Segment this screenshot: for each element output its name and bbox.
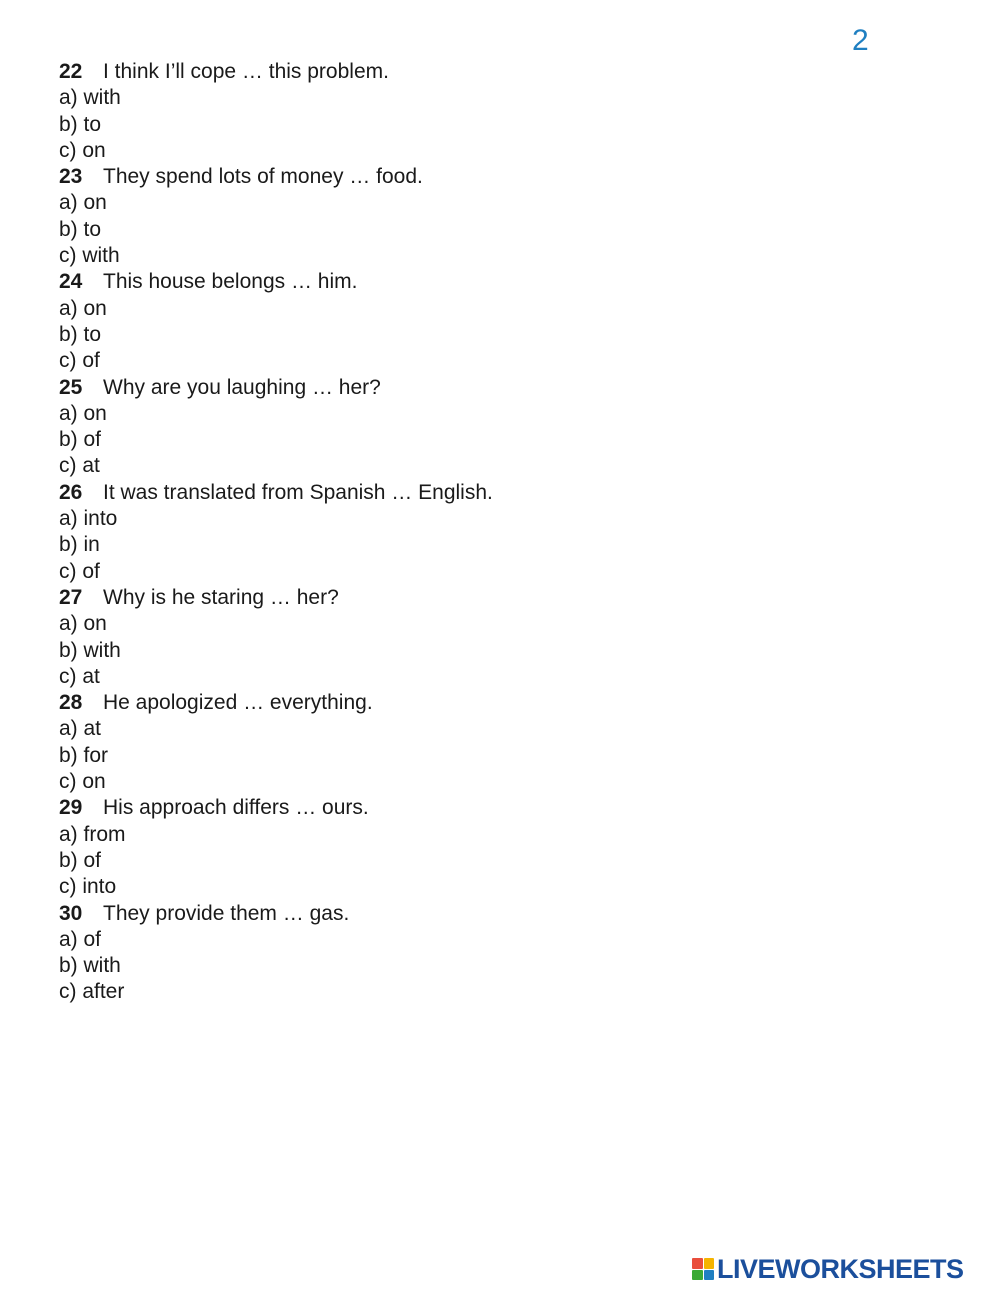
question-stem xyxy=(59,164,939,190)
answer-option[interactable]: a) with xyxy=(59,86,121,110)
question-29 xyxy=(59,795,939,900)
question-30 xyxy=(59,901,939,1006)
question-number: 25 xyxy=(59,375,83,399)
question-stem xyxy=(59,375,939,401)
question-number: 28 xyxy=(59,691,83,715)
answer-option[interactable]: c) on xyxy=(59,770,106,794)
answer-option[interactable]: c) of xyxy=(59,349,100,373)
question-text: Why is he staring … her? xyxy=(103,585,339,609)
question-text: His approach differs … ours. xyxy=(103,796,369,820)
question-text: This house belongs … him. xyxy=(103,270,358,294)
answer-option[interactable]: c) of xyxy=(59,559,100,583)
question-number: 29 xyxy=(59,796,83,820)
logo-square xyxy=(692,1270,703,1281)
answer-option[interactable]: c) with xyxy=(59,244,120,268)
question-stem xyxy=(59,269,939,295)
question-stem xyxy=(59,585,939,611)
answer-option[interactable]: b) to xyxy=(59,112,102,136)
answer-option[interactable]: a) on xyxy=(59,191,107,215)
page-number: 2 xyxy=(852,24,869,57)
answer-option[interactable]: a) of xyxy=(59,927,102,951)
answer-option[interactable]: c) at xyxy=(59,664,100,688)
answer-option[interactable]: a) on xyxy=(59,612,107,636)
answer-option[interactable]: a) on xyxy=(59,401,107,425)
worksheet-questions xyxy=(59,59,939,1006)
answer-option[interactable]: b) for xyxy=(59,743,109,767)
answer-option[interactable]: b) of xyxy=(59,848,102,872)
question-text: He apologized … everything. xyxy=(103,691,373,715)
answer-option[interactable]: b) to xyxy=(59,322,102,346)
question-23 xyxy=(59,164,939,269)
question-24 xyxy=(59,269,939,374)
question-stem xyxy=(59,901,939,927)
answer-option[interactable]: a) on xyxy=(59,296,107,320)
answer-option[interactable]: a) into xyxy=(59,507,118,531)
question-text: Why are you laughing … her? xyxy=(103,375,381,399)
question-number: 27 xyxy=(59,585,83,609)
question-number: 24 xyxy=(59,270,83,294)
answer-option[interactable]: c) after xyxy=(59,980,125,1004)
answer-option[interactable]: b) in xyxy=(59,533,100,557)
question-stem xyxy=(59,59,939,85)
question-28 xyxy=(59,690,939,795)
question-number: 22 xyxy=(59,60,83,83)
answer-option[interactable]: c) into xyxy=(59,875,117,899)
answer-option[interactable]: c) on xyxy=(59,138,106,162)
question-stem xyxy=(59,690,939,716)
question-stem xyxy=(59,795,939,821)
question-22 xyxy=(59,59,939,164)
question-stem xyxy=(59,480,939,506)
question-number: 26 xyxy=(59,480,83,504)
question-26 xyxy=(59,480,939,585)
question-text: I think I’ll cope … this problem. xyxy=(103,60,389,83)
liveworksheets-wordmark: LIVEWORKSHEETS xyxy=(717,1253,964,1284)
question-text: They spend lots of money … food. xyxy=(103,165,423,189)
answer-option[interactable]: b) with xyxy=(59,638,121,662)
answer-option[interactable]: b) to xyxy=(59,217,102,241)
question-text: It was translated from Spanish … English. xyxy=(103,480,493,504)
question-text: They provide them … gas. xyxy=(103,901,350,925)
liveworksheets-logo-icon xyxy=(692,1258,714,1280)
question-number: 23 xyxy=(59,165,83,189)
answer-option[interactable]: a) from xyxy=(59,822,126,846)
answer-option[interactable]: c) at xyxy=(59,454,100,478)
logo-square xyxy=(704,1258,715,1269)
question-25 xyxy=(59,375,939,480)
liveworksheets-branding[interactable] xyxy=(692,1254,964,1284)
answer-option[interactable]: b) with xyxy=(59,954,121,978)
logo-square xyxy=(704,1270,715,1281)
question-number: 30 xyxy=(59,901,83,925)
question-27 xyxy=(59,585,939,690)
answer-option[interactable]: a) at xyxy=(59,717,102,741)
logo-square xyxy=(692,1258,703,1269)
answer-option[interactable]: b) of xyxy=(59,428,102,452)
